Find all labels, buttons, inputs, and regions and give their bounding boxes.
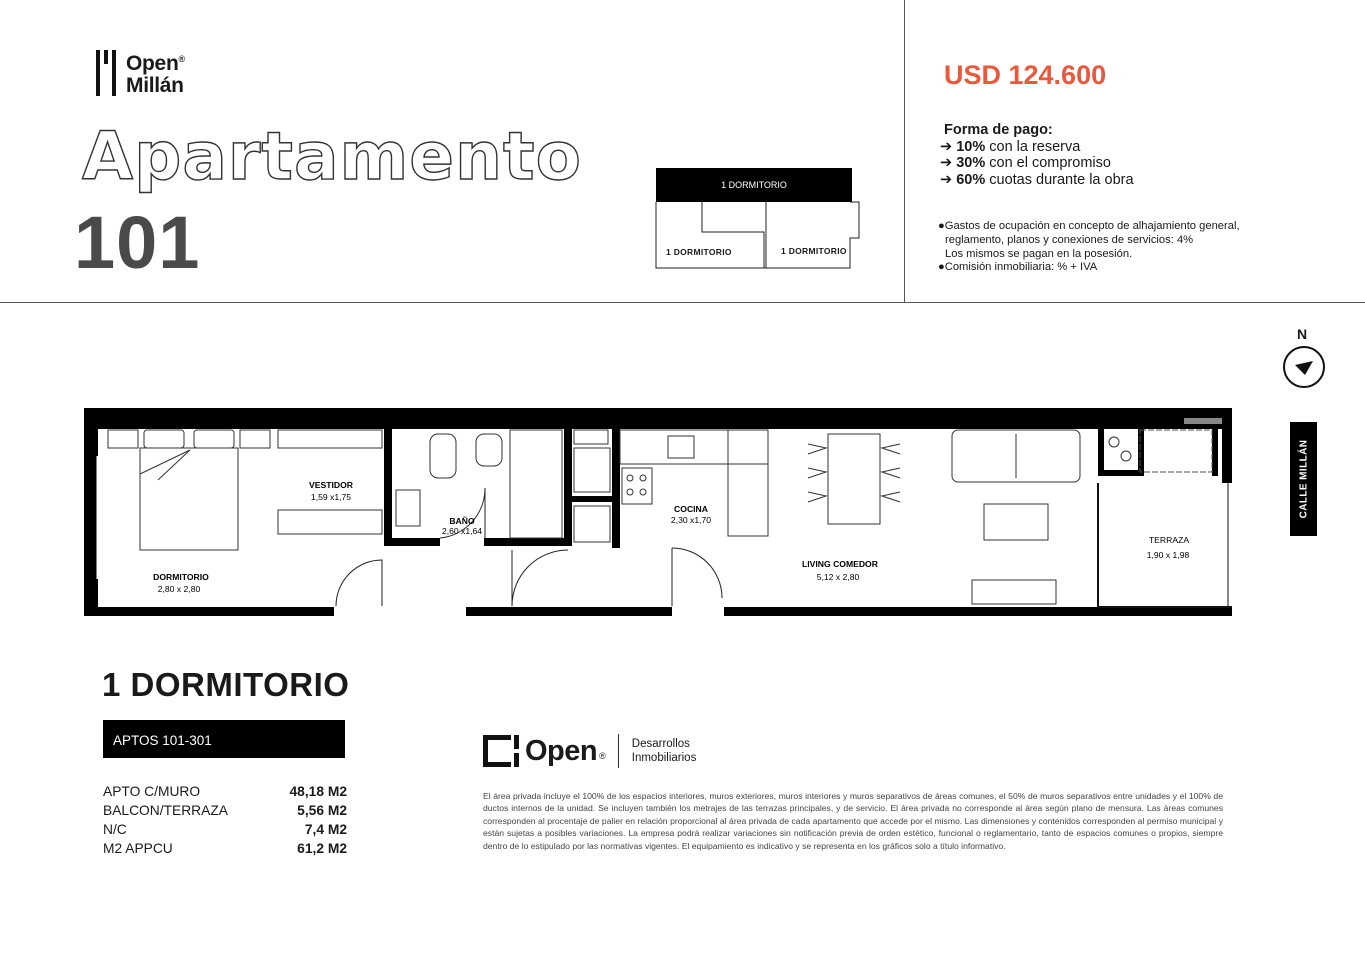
- apartment-number: 101: [74, 201, 201, 284]
- legal-disclaimer: El área privada incluye el 100% de los espacios interiores, muros exteriores, muros interiores y muros separativos de áreas comunes, el 50% de muros separativos entre unidades y el 100% de ductos internos de la unidad. Se incluyen también los metrajes de las terrazas principales, y de servicio. El área privada no corresponde al área según plano de mensura. Las áreas comunes corresponden al procentaje de palier en relación proporcional al área privada de cada apartamento que accede por el mismo. Las dimensiones y contenidos corresponden al permiso municipal y están sujetas a posibles variaciones. La empresa podrá realizar variaciones sin notificación previa de orden estético, funcional o reglamentario, tanto de espacios comunes o propios, siempre dentro de lo estipulado por las normativas vigentes. El equipamiento es indicativo y se representa en los gráficos solo a título informativo.: [483, 791, 1223, 851]
- payment-term: ➔ 10% con la reserva: [940, 138, 1081, 155]
- area-table: [103, 782, 347, 858]
- svg-text:BAÑO: BAÑO: [449, 516, 475, 526]
- key-plan-right-unit: 1 DORMITORIO: [781, 246, 847, 256]
- arrow-icon: ➔: [940, 138, 953, 155]
- svg-text:1,59 x1,75: 1,59 x1,75: [310, 492, 352, 502]
- header-column-divider: [904, 0, 905, 303]
- brand-logo: [96, 48, 185, 97]
- note-line: ●Gastos de ocupación en concepto de alhajamiento general,: [938, 220, 1240, 232]
- svg-text:2,80 x 2,80: 2,80 x 2,80: [157, 584, 201, 594]
- svg-text:VESTIDOR: VESTIDOR: [309, 480, 353, 490]
- svg-text:TERRAZA: TERRAZA: [1148, 535, 1190, 545]
- key-plan-left-unit: 1 DORMITORIO: [666, 247, 732, 257]
- payment-term: ➔ 30% con el compromiso: [940, 155, 1111, 171]
- cost-notes: [938, 220, 1240, 275]
- open-mark-icon: [483, 735, 511, 767]
- right-wall: [1222, 408, 1232, 483]
- key-plan: [654, 168, 864, 272]
- area-row: N/C 7,4 M2: [103, 822, 347, 837]
- developer-logo: Open ® Desarrollos Inmobiliarios: [483, 734, 696, 768]
- payment-terms: [940, 122, 1134, 188]
- svg-text:COCINA: COCINA: [674, 504, 708, 514]
- apartments-range: APTOS 101-301: [103, 720, 345, 758]
- svg-text:DORMITORIO: DORMITORIO: [153, 572, 209, 582]
- svg-text:2,60 x1,64: 2,60 x1,64: [441, 526, 483, 536]
- top-wall: [84, 408, 1232, 429]
- payment-term: ➔ 60% cuotas durante la obra: [940, 171, 1134, 188]
- brand-mark-icon: [96, 50, 116, 96]
- note-line: Los mismos se pagan en la posesión.: [945, 247, 1133, 260]
- street-label: CALLE MILLÁN: [1290, 422, 1317, 536]
- north-label: N: [1297, 326, 1308, 342]
- compass-icon: [1283, 346, 1325, 388]
- room-label-cocina: [671, 504, 711, 525]
- unit-type-title: 1 DORMITORIO: [102, 666, 350, 703]
- room-label-bano: [442, 516, 482, 536]
- price: USD 124.600: [944, 60, 1107, 90]
- svg-text:2,30 x1,70: 2,30 x1,70: [670, 515, 712, 525]
- room-label-dormitorio: [153, 572, 209, 594]
- floor-plan: [80, 404, 1240, 624]
- left-wall: [84, 408, 98, 616]
- payment-title: Forma de pago:: [944, 122, 1053, 138]
- apartment-title: Apartamento: [82, 118, 582, 195]
- key-plan-top-unit: 1 DORMITORIO: [656, 168, 852, 202]
- header-divider: [0, 302, 1365, 303]
- room-label-living: [802, 559, 879, 582]
- area-row: BALCON/TERRAZA 5,56 M2: [103, 803, 347, 818]
- note-line: ●Comisión inmobiliaria: % + IVA: [938, 261, 1098, 274]
- brand-name: Open® Millán: [126, 52, 185, 97]
- arrow-icon: ➔: [940, 171, 953, 188]
- arrow-icon: ➔: [940, 155, 953, 171]
- note-line: reglamento, planos y conexiones de servicios: 4%: [945, 233, 1194, 246]
- svg-text:LIVING COMEDOR: LIVING COMEDOR: [802, 559, 878, 569]
- svg-text:5,12 x 2,80: 5,12 x 2,80: [816, 572, 860, 582]
- area-row: APTO C/MURO 48,18 M2: [103, 784, 347, 799]
- room-label-vestidor: [309, 480, 354, 502]
- area-row: M2 APPCU 61,2 M2: [103, 841, 347, 856]
- svg-text:1,90 x 1,98: 1,90 x 1,98: [1146, 550, 1190, 560]
- bottom-wall: [84, 607, 1232, 616]
